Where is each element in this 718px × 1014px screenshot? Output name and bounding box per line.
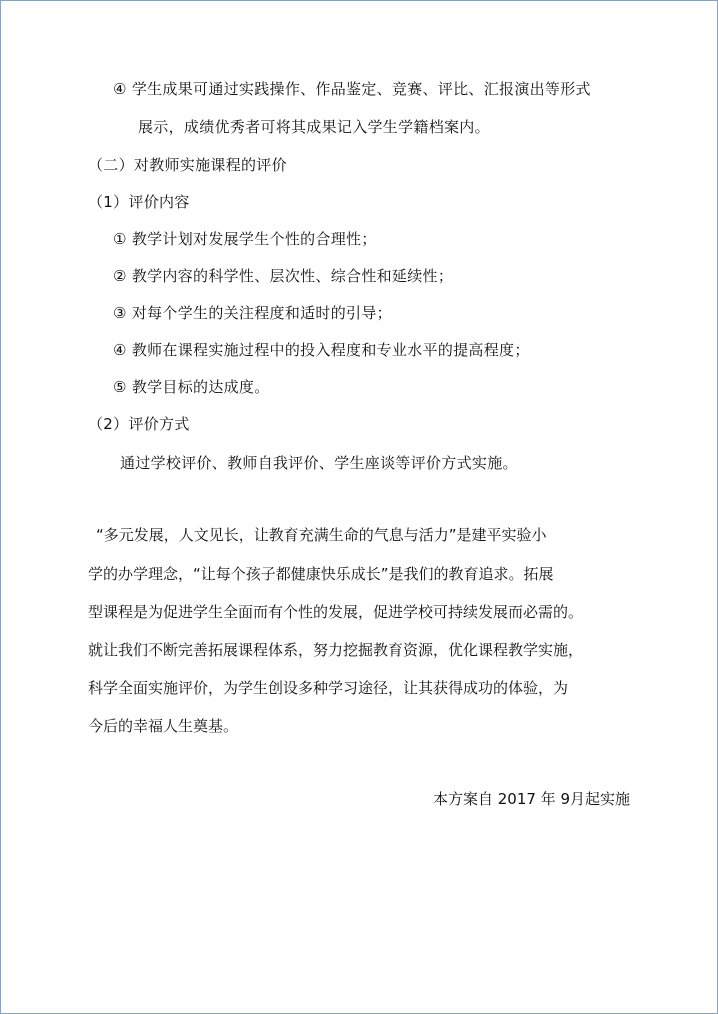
- evaluation-item: ⑤ 教学目标的达成度。: [113, 378, 270, 396]
- evaluation-item: ② 教学内容的科学性、层次性、综合性和延续性；: [113, 267, 454, 285]
- evaluation-item: ① 教学计划对发展学生个性的合理性；: [113, 230, 377, 248]
- evaluation-method-text: 通过学校评价、教师自我评价、学生座谈等评价方式实施。: [120, 454, 518, 472]
- student-result-item-line-1: ④ 学生成果可通过实践操作、作品鉴定、竞赛、评比、汇报演出等形式: [113, 80, 591, 98]
- closing-paragraph-line: 学的办学理念，“让每个孩子都健康快乐成长”是我们的教育追求。拓展: [88, 565, 554, 583]
- evaluation-method-heading: （2）评价方式: [88, 415, 190, 433]
- implementation-date-note: 本方案自 2017 年 9月起实施: [432, 790, 630, 808]
- closing-paragraph-line: 型课程是为促进学生全面而有个性的发展，促进学校可持续发展而必需的。: [88, 603, 584, 621]
- evaluation-item: ③ 对每个学生的关注程度和适时的引导；: [113, 304, 392, 322]
- closing-paragraph-line: “多元发展，人文见长，让教育充满生命的气息与活力”是建平实验小: [96, 526, 547, 544]
- closing-paragraph-line: 今后的幸福人生奠基。: [88, 717, 239, 735]
- closing-paragraph-line: 科学全面实施评价，为学生创设多种学习途径，让其获得成功的体验，为: [88, 679, 569, 697]
- student-result-item-line-2: 展示，成绩优秀者可将其成果记入学生学籍档案内。: [138, 118, 490, 136]
- evaluation-content-heading: （1）评价内容: [88, 193, 190, 211]
- section-heading-teacher-evaluation: （二）对教师实施课程的评价: [88, 156, 287, 174]
- evaluation-item: ④ 教师在课程实施过程中的投入程度和专业水平的提高程度；: [113, 341, 530, 359]
- closing-paragraph-line: 就让我们不断完善拓展课程体系，努力挖掘教育资源，优化课程教学实施，: [88, 641, 584, 659]
